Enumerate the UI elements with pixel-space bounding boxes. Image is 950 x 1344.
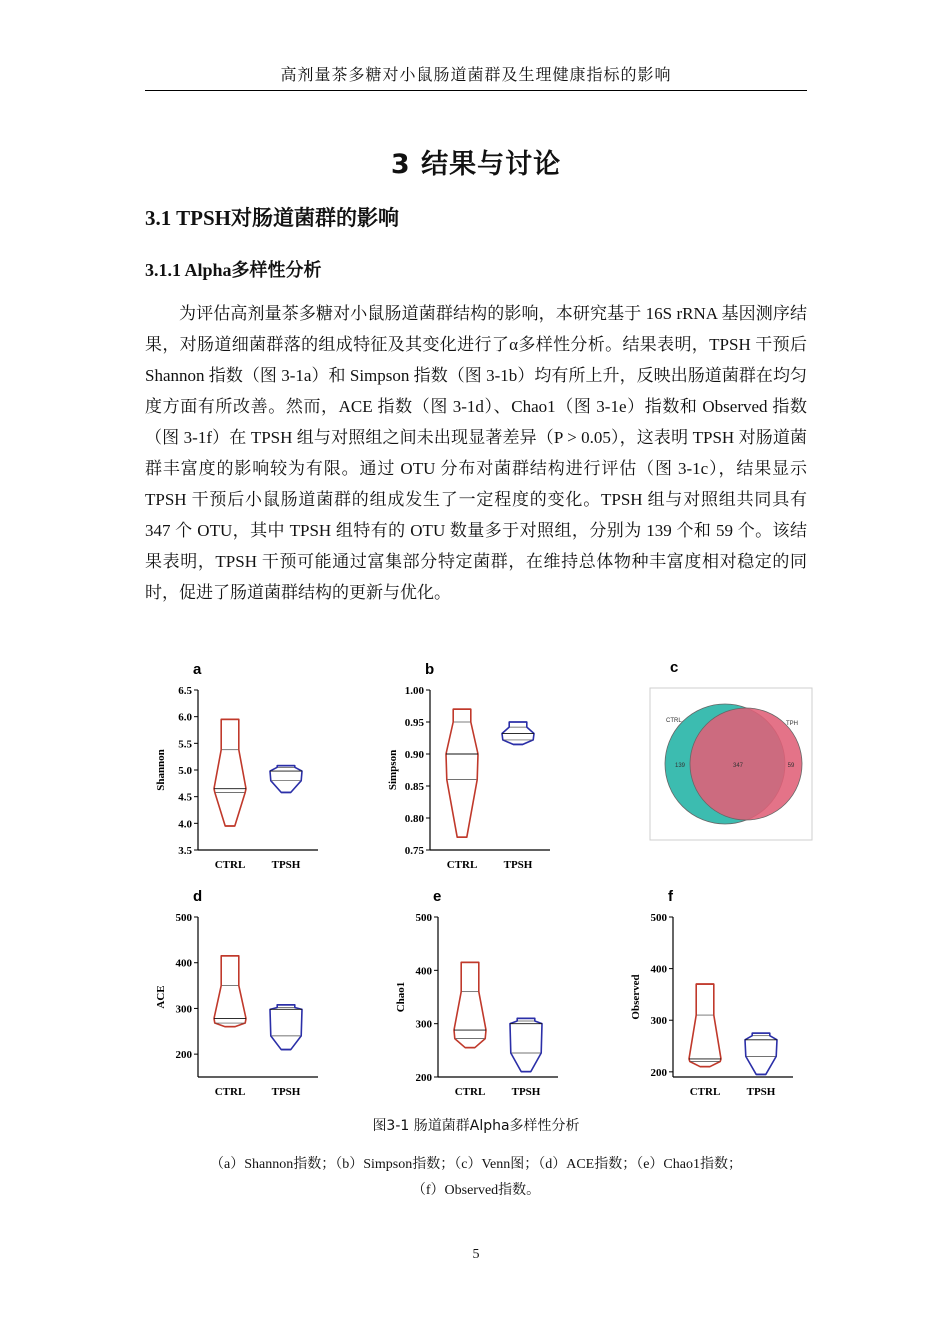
panel-a <box>150 658 330 873</box>
body-paragraph: 为评估高剂量茶多糖对小鼠肠道菌群结构的影响，本研究基于 16S rRNA 基因测序结果，对肠道细菌群落的组成特征及其变化进行了α多样性分析。结果表明，TPSH 干预后 Shannon 指数（图 3-1a）和 Simpson 指数（图 3-1b）均有所上升，反映出肠道菌群在均匀度方面有所改善。然而，ACE 指数（图 3-1d）、Chao1（图 3-1e）指数和 Observed 指数（图 3-1f）在 TPSH 组与对照组之间未出现显著差异（P > 0.05），这表明 TPSH 对肠道菌群丰富度的影响较为有限。通过 OTU 分布对菌群结构进行评估（图 3-1c），结果显示 TPSH 干预后小鼠肠道菌群的组成发生了一定程度的变化。TPSH 组与对照组共同具有 347 个 OTU，其中 TPSH 组特有的 OTU 数量多于对照组，分别为 139 个和 59 个。该结果表明，TPSH 干预可能通过富集部分特定菌群，在维持总体物种丰富度相对稳定的同时，促进了肠道菌群结构的更新与优化。 <box>145 304 807 602</box>
panel-letter: f <box>668 888 673 905</box>
x-category-label: TPSH <box>271 859 301 871</box>
panel-b-chart <box>382 658 562 873</box>
y-tick-label: 300 <box>650 1015 667 1028</box>
y-axis-title: ACE <box>155 985 167 1009</box>
violin-tpsh <box>270 766 302 793</box>
violin-ctrl <box>446 709 478 837</box>
running-header: 高剂量茶多糖对小鼠肠道菌群及生理健康指标的影响 <box>280 67 672 84</box>
violin-ctrl <box>214 956 246 1027</box>
violin-ctrl <box>454 962 486 1047</box>
violin-ctrl <box>689 984 721 1067</box>
violin-tpsh <box>510 1018 542 1071</box>
panel-b <box>382 658 562 873</box>
y-axis-title: Shannon <box>155 749 167 791</box>
venn-set-label-ctrl: CTRL <box>666 718 682 724</box>
x-category-label: CTRL <box>446 859 478 871</box>
y-axis-title: Simpson <box>387 749 399 791</box>
figure-caption: 图3-1 肠道菌群Alpha多样性分析 <box>372 1118 580 1134</box>
header-rule <box>145 90 807 91</box>
panel-letter: c <box>670 659 679 676</box>
y-tick-label: 5.5 <box>178 738 192 751</box>
y-tick-label: 500 <box>650 912 667 924</box>
panel-e <box>390 885 570 1098</box>
y-tick-label: 3.5 <box>178 845 192 857</box>
y-tick-label: 200 <box>650 1066 667 1079</box>
figure-note-line-2: （f）Observed指数。 <box>411 1183 541 1198</box>
y-tick-label: 0.95 <box>404 717 424 729</box>
y-tick-label: 500 <box>415 912 432 924</box>
y-tick-label: 0.90 <box>404 749 424 761</box>
section-title: 3.1 TPSH对肠道菌群的影响 <box>145 206 399 230</box>
y-tick-label: 1.00 <box>404 685 424 697</box>
y-tick-label: 6.5 <box>178 685 192 697</box>
y-tick-label: 0.75 <box>404 845 424 857</box>
y-tick-label: 400 <box>175 957 192 970</box>
y-axis-title: Chao1 <box>395 981 407 1013</box>
panel-letter: a <box>193 661 202 678</box>
violin-tpsh <box>745 1033 777 1074</box>
venn-count-tph: 59 <box>787 763 795 769</box>
y-tick-label: 200 <box>415 1072 432 1084</box>
y-tick-label: 4.5 <box>178 791 192 804</box>
x-category-label: TPSH <box>511 1086 541 1098</box>
panel-d <box>150 885 330 1098</box>
panel-letter: e <box>433 888 442 905</box>
y-tick-label: 300 <box>415 1018 432 1031</box>
x-category-label: TPSH <box>271 1086 301 1098</box>
violin-ctrl <box>214 719 246 826</box>
panel-c <box>650 658 815 843</box>
chapter-title: 3 结果与讨论 <box>390 149 562 180</box>
y-tick-label: 6.0 <box>178 711 192 724</box>
venn-count-ctrl: 139 <box>674 763 686 769</box>
panel-f <box>625 885 805 1098</box>
x-category-label: CTRL <box>214 1086 246 1098</box>
subsection-title: 3.1.1 Alpha多样性分析 <box>145 260 322 280</box>
panel-letter: d <box>193 888 203 905</box>
y-tick-label: 500 <box>175 912 192 924</box>
panel-letter: b <box>425 661 435 678</box>
y-tick-label: 400 <box>415 965 432 978</box>
panel-e-chart <box>390 885 570 1098</box>
x-category-label: TPSH <box>746 1086 776 1098</box>
y-axis-title: Observed <box>630 974 642 1020</box>
violin-tpsh <box>270 1005 302 1050</box>
y-tick-label: 200 <box>175 1049 192 1062</box>
x-category-label: CTRL <box>214 859 246 871</box>
figure-note-line-1: （a）Shannon指数；（b）Simpson指数；（c）Venn图；（d）ACE指数；（e）Chao1指数； <box>210 1157 742 1172</box>
y-tick-label: 400 <box>650 963 667 976</box>
panel-d-chart <box>150 885 330 1098</box>
panel-f-chart <box>625 885 805 1098</box>
x-category-label: TPSH <box>503 859 533 871</box>
y-tick-label: 0.80 <box>404 813 424 825</box>
y-tick-label: 4.0 <box>178 818 192 831</box>
panel-a-chart <box>150 658 330 873</box>
venn-count-shared: 347 <box>732 763 744 769</box>
y-tick-label: 300 <box>175 1003 192 1016</box>
x-category-label: CTRL <box>454 1086 486 1098</box>
y-tick-label: 0.85 <box>404 781 424 793</box>
y-tick-label: 5.0 <box>178 765 192 777</box>
venn-set-label-tph: TPH <box>786 721 798 727</box>
figure-note <box>145 1152 807 1204</box>
x-category-label: CTRL <box>689 1086 721 1098</box>
page-number: 5 <box>472 1247 480 1262</box>
panel-c-chart <box>650 658 815 843</box>
